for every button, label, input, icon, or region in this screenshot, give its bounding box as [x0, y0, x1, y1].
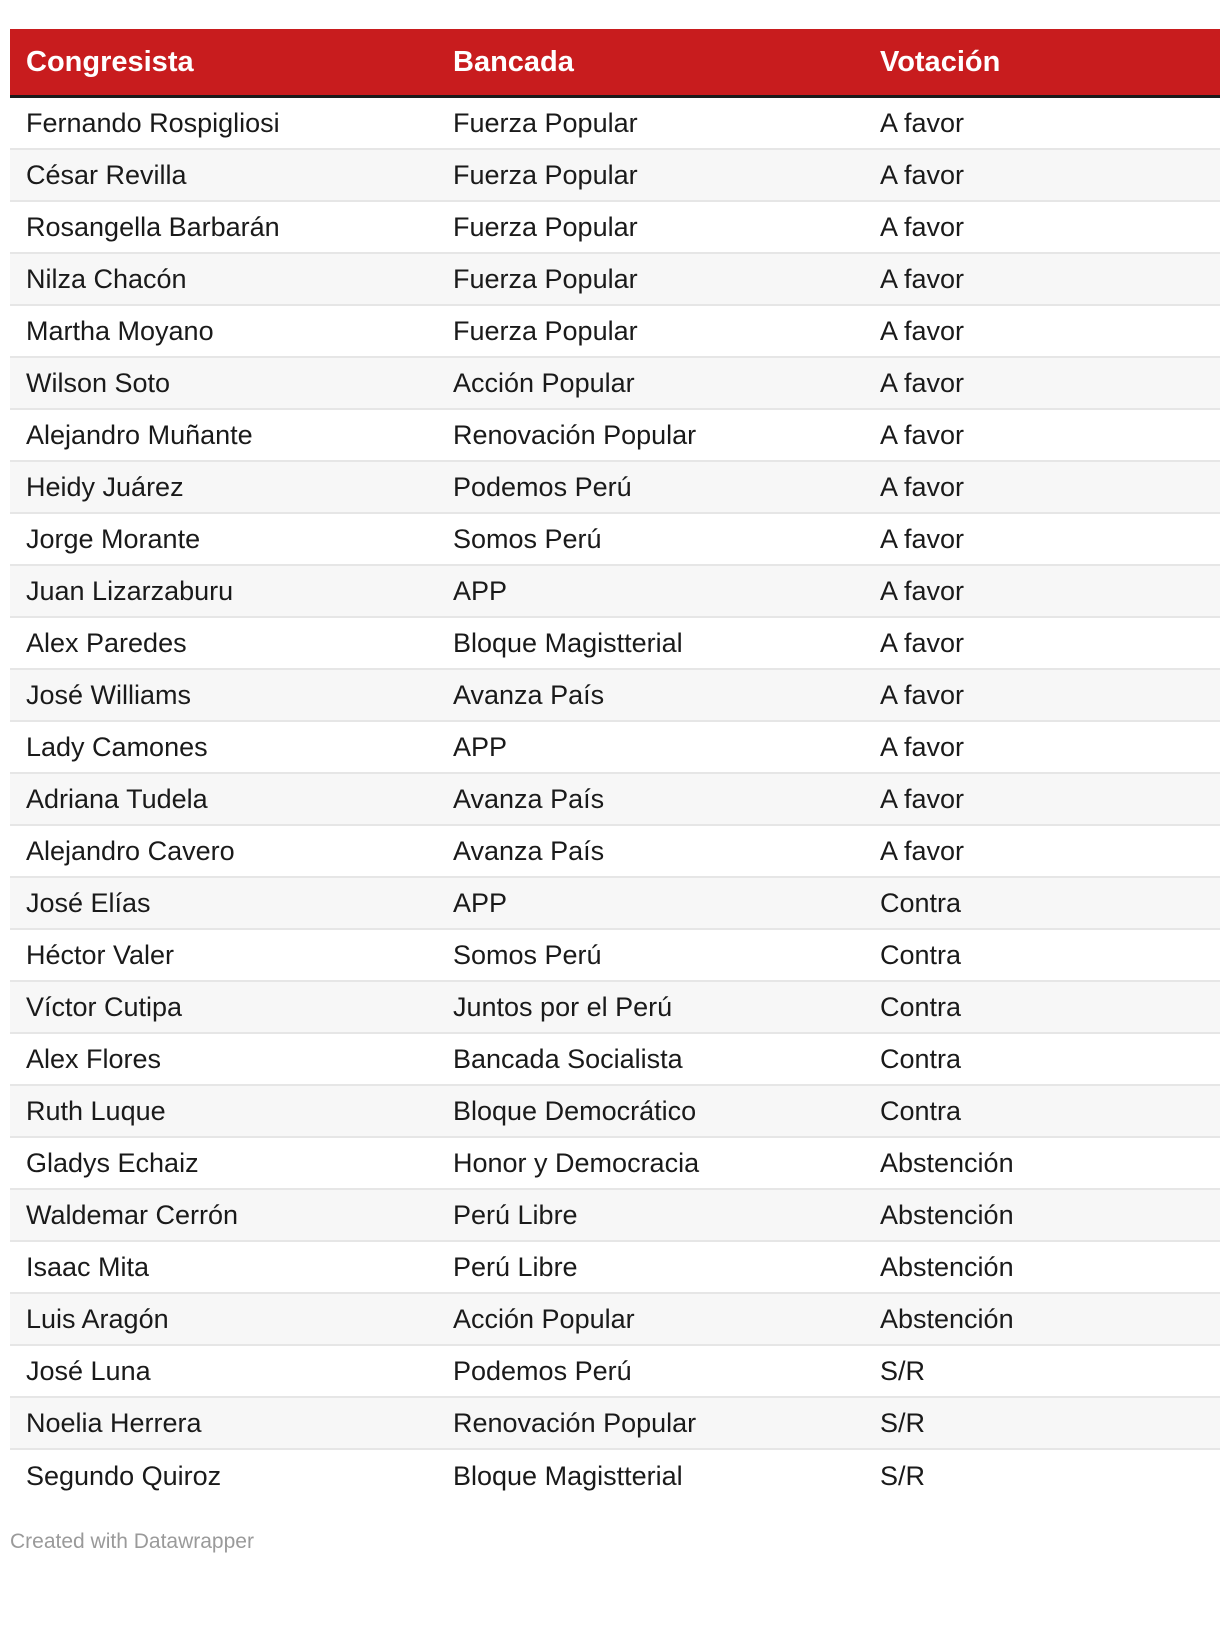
table-body	[10, 98, 1220, 1502]
header-votacion[interactable]: Votación	[880, 45, 1001, 78]
cell-votacion: Abstención	[880, 1147, 1014, 1178]
cell-congresista: Rosangella Barbarán	[26, 211, 280, 242]
cell-votacion: A favor	[880, 263, 965, 294]
cell-bancada: Somos Perú	[453, 523, 602, 554]
cell-congresista: Waldemar Cerrón	[26, 1199, 239, 1230]
cell-bancada: Acción Popular	[453, 1303, 635, 1334]
cell-congresista: Adriana Tudela	[26, 783, 208, 814]
table-row	[10, 982, 1220, 1034]
cell-congresista: Alex Paredes	[26, 627, 187, 658]
table-row	[10, 1242, 1220, 1294]
cell-bancada: Avanza País	[453, 783, 605, 814]
table-header	[10, 29, 1220, 98]
table-row	[10, 774, 1220, 826]
table-row	[10, 1346, 1220, 1398]
cell-bancada: Avanza País	[453, 679, 605, 710]
cell-votacion: A favor	[880, 731, 965, 762]
cell-congresista: Isaac Mita	[26, 1251, 150, 1282]
cell-congresista: Heidy Juárez	[26, 471, 184, 502]
cell-congresista: Héctor Valer	[26, 939, 175, 970]
cell-congresista: Alejandro Cavero	[26, 835, 235, 866]
cell-bancada: Podemos Perú	[453, 1355, 632, 1386]
cell-congresista: José Luna	[26, 1355, 151, 1386]
cell-bancada: Fuerza Popular	[453, 315, 638, 346]
table-row	[10, 254, 1220, 306]
cell-votacion: Contra	[880, 887, 962, 918]
cell-bancada: Fuerza Popular	[453, 263, 638, 294]
table-row	[10, 1034, 1220, 1086]
cell-votacion: A favor	[880, 835, 965, 866]
table-row	[10, 358, 1220, 410]
cell-congresista: Martha Moyano	[26, 315, 214, 346]
cell-bancada: Honor y Democracia	[453, 1147, 700, 1178]
cell-votacion: Abstención	[880, 1251, 1014, 1282]
cell-votacion: A favor	[880, 523, 965, 554]
cell-congresista: Fernando Rospigliosi	[26, 107, 280, 138]
cell-votacion: Contra	[880, 939, 962, 970]
table-row	[10, 618, 1220, 670]
cell-votacion: Contra	[880, 1095, 962, 1126]
cell-congresista: Noelia Herrera	[26, 1407, 202, 1438]
cell-bancada: Perú Libre	[453, 1251, 578, 1282]
cell-congresista: Alex Flores	[26, 1043, 162, 1074]
cell-votacion: Abstención	[880, 1303, 1014, 1334]
cell-votacion: A favor	[880, 107, 965, 138]
cell-congresista: César Revilla	[26, 159, 187, 190]
cell-bancada: Renovación Popular	[453, 1407, 697, 1438]
cell-votacion: A favor	[880, 783, 965, 814]
table-row	[10, 1450, 1220, 1502]
table-row	[10, 1398, 1220, 1450]
cell-votacion: Contra	[880, 1043, 962, 1074]
cell-bancada: Fuerza Popular	[453, 107, 638, 138]
cell-votacion: A favor	[880, 419, 965, 450]
table-row	[10, 566, 1220, 618]
table-row	[10, 306, 1220, 358]
cell-bancada: Acción Popular	[453, 367, 635, 398]
cell-congresista: Víctor Cutipa	[26, 991, 183, 1022]
cell-congresista: Gladys Echaiz	[26, 1147, 199, 1178]
cell-votacion: A favor	[880, 679, 965, 710]
header-congresista[interactable]: Congresista	[26, 45, 194, 78]
table-row	[10, 98, 1220, 150]
cell-bancada: APP	[453, 887, 508, 918]
cell-bancada: Somos Perú	[453, 939, 602, 970]
cell-votacion: Contra	[880, 991, 962, 1022]
cell-votacion: A favor	[880, 159, 965, 190]
table-row	[10, 462, 1220, 514]
cell-congresista: Lady Camones	[26, 731, 208, 762]
cell-bancada: Fuerza Popular	[453, 159, 638, 190]
table-row	[10, 202, 1220, 254]
cell-votacion: A favor	[880, 627, 965, 658]
table-row	[10, 826, 1220, 878]
cell-bancada: Bancada Socialista	[453, 1043, 683, 1074]
table-row	[10, 1294, 1220, 1346]
cell-congresista: Juan Lizarzaburu	[26, 575, 234, 606]
cell-votacion: S/R	[880, 1460, 926, 1491]
cell-bancada: Renovación Popular	[453, 419, 697, 450]
table-row	[10, 930, 1220, 982]
header-bancada[interactable]: Bancada	[453, 45, 574, 78]
cell-congresista: Luis Aragón	[26, 1303, 169, 1334]
table-row	[10, 1138, 1220, 1190]
cell-bancada: Fuerza Popular	[453, 211, 638, 242]
cell-votacion: Abstención	[880, 1199, 1014, 1230]
cell-bancada: APP	[453, 575, 508, 606]
cell-bancada: Avanza País	[453, 835, 605, 866]
table-row	[10, 722, 1220, 774]
cell-votacion: A favor	[880, 315, 965, 346]
cell-bancada: Juntos por el Perú	[453, 991, 673, 1022]
cell-congresista: Jorge Morante	[26, 523, 201, 554]
cell-congresista: Alejandro Muñante	[26, 419, 253, 450]
cell-congresista: Ruth Luque	[26, 1095, 166, 1126]
cell-congresista: Nilza Chacón	[26, 263, 187, 294]
table-row	[10, 1190, 1220, 1242]
table-row	[10, 410, 1220, 462]
cell-congresista: Wilson Soto	[26, 367, 171, 398]
datawrapper-credit[interactable]: Created with Datawrapper	[10, 1530, 254, 1553]
cell-votacion: A favor	[880, 471, 965, 502]
cell-votacion: A favor	[880, 367, 965, 398]
cell-bancada: APP	[453, 731, 508, 762]
cell-bancada: Perú Libre	[453, 1199, 578, 1230]
cell-bancada: Podemos Perú	[453, 471, 632, 502]
cell-bancada: Bloque Democrático	[453, 1095, 697, 1126]
cell-congresista: Segundo Quiroz	[26, 1460, 222, 1491]
cell-votacion: A favor	[880, 575, 965, 606]
cell-bancada: Bloque Magistterial	[453, 627, 683, 658]
table-row	[10, 150, 1220, 202]
cell-votacion: S/R	[880, 1355, 926, 1386]
table-row	[10, 1086, 1220, 1138]
votes-table	[10, 29, 1220, 1502]
cell-bancada: Bloque Magistterial	[453, 1460, 683, 1491]
cell-congresista: José Williams	[26, 679, 192, 710]
table-row	[10, 514, 1220, 566]
cell-congresista: José Elías	[26, 887, 151, 918]
cell-votacion: A favor	[880, 211, 965, 242]
table-row	[10, 670, 1220, 722]
cell-votacion: S/R	[880, 1407, 926, 1438]
table-row	[10, 878, 1220, 930]
